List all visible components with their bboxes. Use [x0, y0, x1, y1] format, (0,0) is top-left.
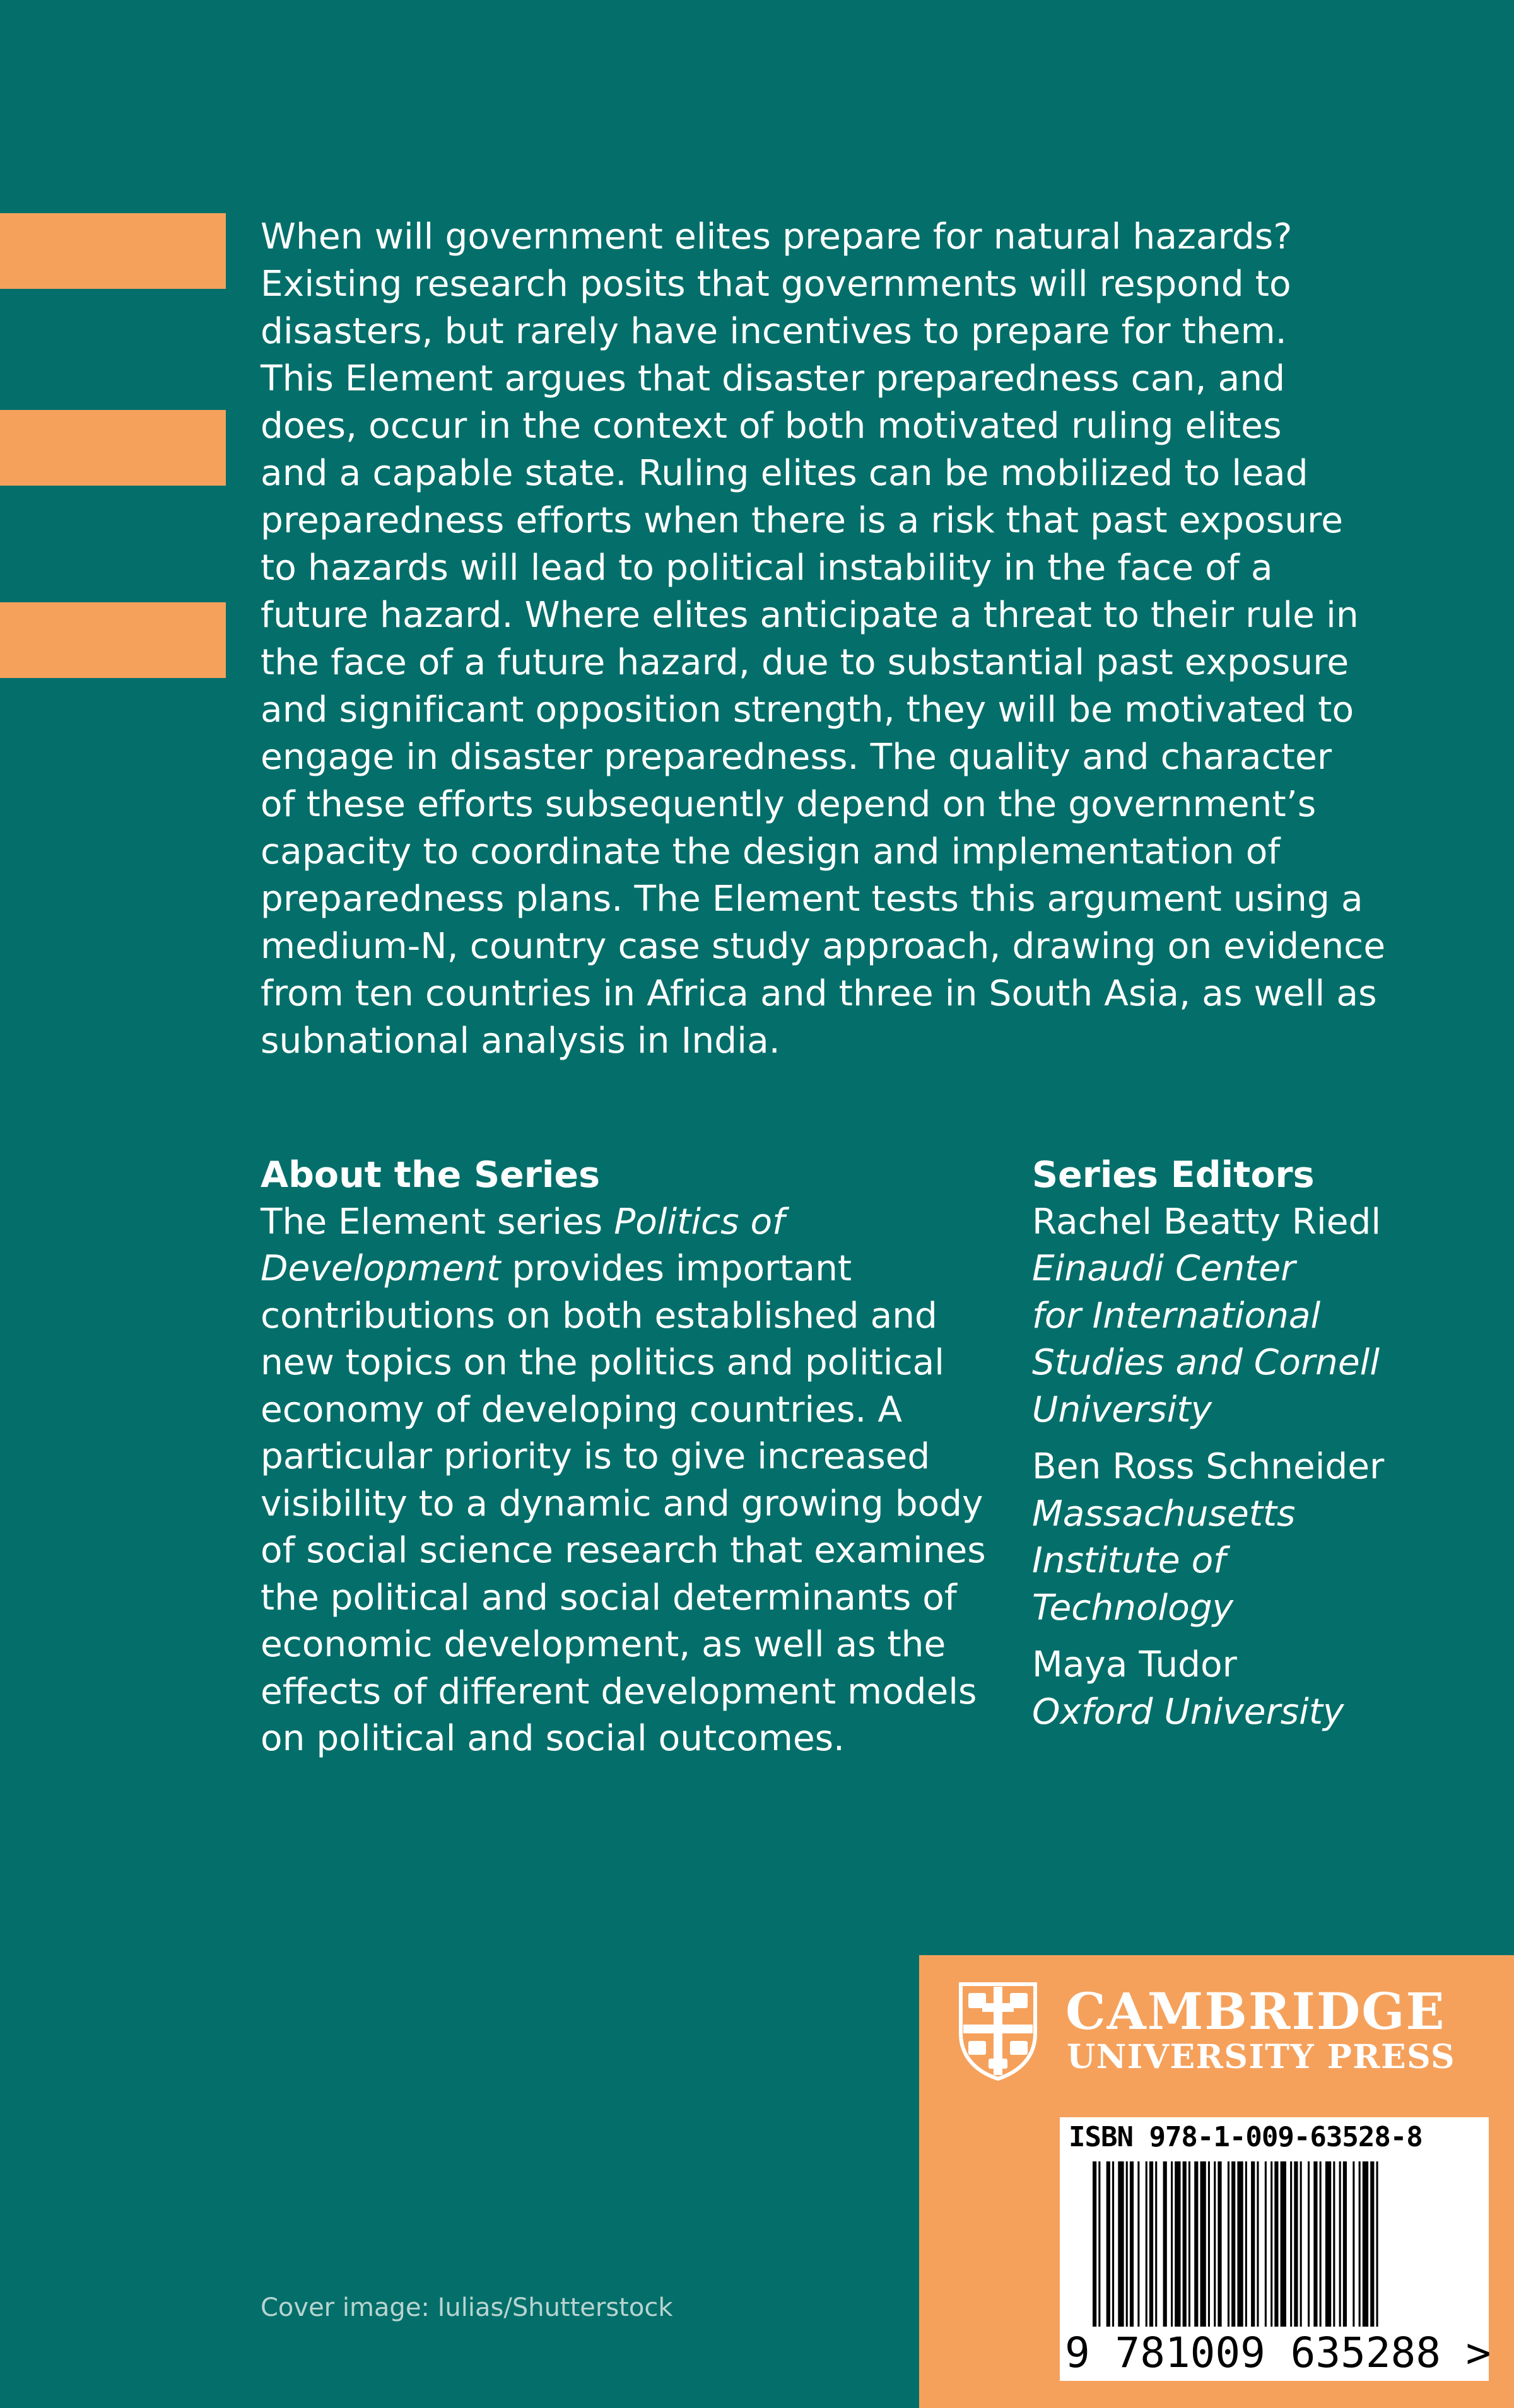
- abstract-line: future hazard. Where elites anticipate a threat to their rule in: [261, 595, 1359, 636]
- abstract-line: and significant opposition strength, they will be motivated to: [261, 689, 1354, 730]
- barcode-bar: [1290, 2161, 1292, 2327]
- abstract-line: When will government elites prepare for natural hazards?: [261, 216, 1293, 257]
- barcode-bar: [1200, 2161, 1206, 2327]
- spacer: [1032, 1632, 1423, 1642]
- series-editors-heading: Series Editors: [1032, 1154, 1315, 1196]
- barcode-bar: [1228, 2161, 1229, 2327]
- barcode-bar: [1270, 2161, 1272, 2327]
- abstract-line: and a capable state. Ruling elites can be mobilized to lead: [261, 453, 1308, 494]
- barcode-bar: [1106, 2161, 1110, 2327]
- abstract-line: from ten countries in Africa and three in South Asia, as well as: [261, 973, 1377, 1014]
- editor-affiliation: Studies and Cornell: [1032, 1342, 1380, 1383]
- barcode-bar: [1245, 2161, 1247, 2327]
- publisher-name: CAMBRIDGE: [1065, 1982, 1446, 2041]
- about-series-line: particular priority is to give increased: [261, 1436, 930, 1477]
- editor-name: Rachel Beatty Riedl: [1032, 1201, 1382, 1242]
- barcode-bar: [1163, 2161, 1167, 2327]
- abstract-line: engage in disaster preparedness. The quality and character: [261, 737, 1332, 778]
- cambridge-crest-icon: [957, 1980, 1039, 2081]
- barcode-bar: [1320, 2161, 1322, 2327]
- isbn-label: ISBN 978-1-009-63528-8: [1069, 2121, 1423, 2153]
- publisher-panel: [919, 1955, 1514, 2408]
- barcode-bar: [1126, 2161, 1128, 2327]
- barcode-bar: [1343, 2161, 1347, 2327]
- barcode-bar: [1333, 2161, 1335, 2327]
- barcode-bar: [1363, 2161, 1368, 2327]
- barcode-bars: [1093, 2161, 1471, 2332]
- about-series-line: effects of different development models: [261, 1671, 977, 1712]
- barcode-bar: [1175, 2161, 1180, 2327]
- barcode-bar: [1313, 2161, 1317, 2327]
- spacer: [1032, 1434, 1423, 1444]
- about-series-text: provides important: [500, 1248, 852, 1289]
- about-series-line: of social science research that examines: [261, 1530, 986, 1571]
- about-series-line: economic development, as well as the: [261, 1624, 946, 1665]
- barcode-bar: [1300, 2161, 1302, 2327]
- barcode-bar: [1265, 2161, 1267, 2327]
- barcode-bar: [1308, 2161, 1310, 2327]
- barcode-bar: [1294, 2161, 1298, 2327]
- barcode-bar: [1274, 2161, 1278, 2327]
- barcode-bar: [1194, 2161, 1198, 2327]
- editor-affiliation: Institute of: [1032, 1540, 1226, 1581]
- abstract-line: to hazards will lead to political instability in the face of a: [261, 547, 1273, 588]
- abstract-line: This Element argues that disaster preparedness can, and: [261, 358, 1286, 399]
- editor-name: Maya Tudor: [1032, 1644, 1237, 1685]
- editor-affiliation: Einaudi Center: [1032, 1248, 1296, 1289]
- barcode-bar: [1325, 2161, 1331, 2327]
- abstract-line: preparedness plans. The Element tests this argument using a: [261, 879, 1363, 920]
- abstract-line: preparedness efforts when there is a risk that past exposure: [261, 500, 1344, 541]
- isbn-barcode: [1060, 2117, 1489, 2381]
- barcode-bar: [1353, 2161, 1354, 2327]
- barcode-bar: [1339, 2161, 1341, 2327]
- abstract-line: does, occur in the context of both motivated ruling elites: [261, 406, 1282, 447]
- barcode-bar: [1370, 2161, 1374, 2327]
- barcode-bar: [1146, 2161, 1147, 2327]
- editor-name: Ben Ross Schneider: [1032, 1446, 1385, 1487]
- barcode-bar: [1208, 2161, 1210, 2327]
- barcode-bar: [1112, 2161, 1114, 2327]
- publisher-subname: UNIVERSITY PRESS: [1067, 2038, 1456, 2076]
- barcode-bar: [1257, 2161, 1259, 2327]
- accent-bar: [0, 213, 226, 289]
- barcode-bar: [1098, 2161, 1100, 2327]
- barcode-bar: [1231, 2161, 1235, 2327]
- abstract-line: disasters, but rarely have incentives to prepare for them.: [261, 311, 1287, 352]
- editor-affiliation: Oxford University: [1032, 1691, 1344, 1733]
- editor-affiliation: University: [1032, 1389, 1212, 1430]
- barcode-bar: [1218, 2161, 1221, 2327]
- about-series-line: [261, 1199, 1005, 1246]
- cover-image-credit: Cover image: Iulias/Shutterstock: [261, 2293, 673, 2322]
- about-series-line: new topics on the politics and political: [261, 1342, 944, 1383]
- barcode-bar: [1171, 2161, 1173, 2327]
- about-series-heading: About the Series: [261, 1154, 601, 1196]
- about-the-series: [261, 1152, 1005, 1763]
- editor-affiliation: Technology: [1032, 1587, 1234, 1628]
- barcode-bar: [1183, 2161, 1187, 2327]
- barcode-bar: [1376, 2161, 1378, 2327]
- about-series-text: The Element series: [261, 1201, 614, 1242]
- publisher-logo: [957, 1980, 1474, 2094]
- series-title: Development: [261, 1248, 501, 1289]
- abstract-line: capacity to coordinate the design and implementation of: [261, 831, 1281, 872]
- barcode-bar: [1237, 2161, 1243, 2327]
- abstract-line: Existing research posits that governments will respond to: [261, 264, 1291, 305]
- about-series-line: visibility to a dynamic and growing body: [261, 1483, 983, 1524]
- barcode-bar: [1214, 2161, 1216, 2327]
- about-series-line: the political and social determinants of: [261, 1577, 957, 1618]
- barcode-bar: [1155, 2161, 1157, 2327]
- abstract-line: the face of a future hazard, due to substantial past exposure: [261, 642, 1349, 683]
- abstract-line: subnational analysis in India.: [261, 1020, 780, 1061]
- barcode-bar: [1130, 2161, 1134, 2327]
- editor-affiliation: Massachusetts: [1032, 1493, 1296, 1534]
- barcode-bar: [1149, 2161, 1153, 2327]
- series-editors: [1032, 1152, 1423, 1736]
- about-series-line: [261, 1246, 1005, 1293]
- barcode-bar: [1188, 2161, 1190, 2327]
- barcode-bar: [1251, 2161, 1255, 2327]
- about-series-line: economy of developing countries. A: [261, 1389, 902, 1430]
- abstract-text: [261, 213, 1415, 1065]
- abstract-line: of these efforts subsequently depend on the government’s: [261, 784, 1317, 825]
- barcode-digits: 9 781009 635288 >: [1065, 2329, 1491, 2377]
- barcode-bar: [1359, 2161, 1361, 2327]
- abstract-line: medium-N, country case study approach, drawing on evidence: [261, 926, 1386, 967]
- barcode-bar: [1093, 2161, 1096, 2327]
- about-series-line: on political and social outcomes.: [261, 1718, 845, 1759]
- about-series-line: contributions on both established and: [261, 1295, 937, 1336]
- barcode-bar: [1137, 2161, 1139, 2327]
- accent-bar: [0, 602, 226, 678]
- barcode-bar: [1281, 2161, 1286, 2327]
- editor-affiliation: for International: [1032, 1295, 1321, 1336]
- series-title: Politics of: [614, 1201, 785, 1242]
- barcode-bar: [1118, 2161, 1124, 2327]
- accent-bar: [0, 410, 226, 486]
